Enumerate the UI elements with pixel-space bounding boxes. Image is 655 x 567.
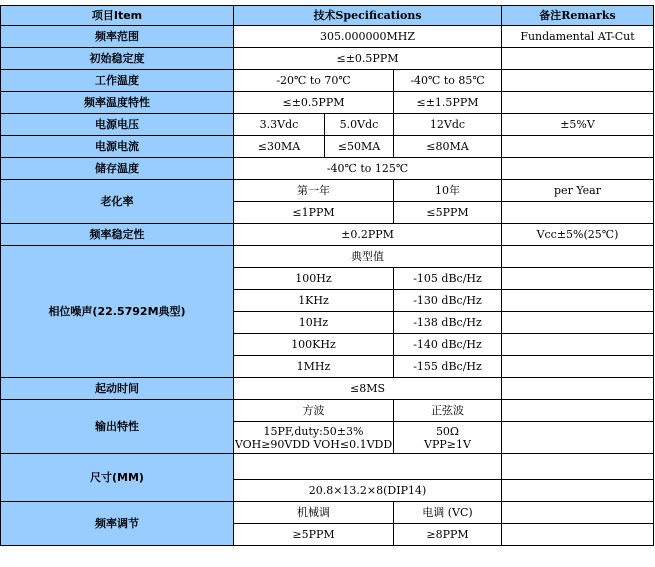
remark-aging-values: [502, 202, 654, 224]
remark-freq-temp: [502, 92, 654, 114]
row-output-types: [1, 400, 654, 422]
header-remarks: 备注Remarks: [502, 6, 654, 26]
row-freq-range: [1, 26, 654, 48]
value-operating-temp-a: -20℃ to 70℃: [234, 70, 394, 92]
remark-freq-range: Fundamental AT-Cut: [502, 26, 654, 48]
row-aging-years: [1, 180, 654, 202]
phase-noise-value: -155 dBc/Hz: [394, 356, 502, 378]
remark-cell: [502, 356, 654, 378]
remark-cell: [502, 334, 654, 356]
freq-adjust-mech-value: ≥5PPM: [234, 524, 394, 546]
output-sine-spec: [394, 422, 502, 454]
label-supply-current: 电源电流: [1, 136, 234, 158]
label-freq-adjust: 频率调节: [1, 502, 234, 546]
sine-spec-line-2: VPP≥1V: [424, 437, 471, 451]
label-phase-noise: 相位噪声(22.5792M典型): [1, 246, 234, 378]
remark-freq-adjust-values: [502, 524, 654, 546]
remark-storage-temp: [502, 158, 654, 180]
phase-noise-value: -138 dBc/Hz: [394, 312, 502, 334]
label-storage-temp: 储存温度: [1, 158, 234, 180]
phase-noise-value: -130 dBc/Hz: [394, 290, 502, 312]
phase-noise-offset: 1MHz: [234, 356, 394, 378]
value-freq-temp-b: ≤±1.5PPM: [394, 92, 502, 114]
square-spec-line-2: VOH≥90VDD VOH≤0.1VDD: [234, 437, 393, 451]
square-spec-line-1: 15PF,duty:50±3%: [263, 424, 364, 438]
remark-freq-adjust: [502, 502, 654, 524]
header-spec: 技术Specifications: [234, 6, 502, 26]
value-freq-range: 305.000000MHZ: [234, 26, 502, 48]
row-phase-noise-typical: [1, 246, 654, 268]
value-dimensions: 20.8×13.2×8(DIP14): [234, 480, 502, 502]
remark-operating-temp: [502, 70, 654, 92]
remark-cell: [502, 268, 654, 290]
header-item: 项目Item: [1, 6, 234, 26]
value-voltage-3: 12Vdc: [394, 114, 502, 136]
row-freq-adjust-types: [1, 502, 654, 524]
phase-noise-offset: 100KHz: [234, 334, 394, 356]
row-supply-voltage: [1, 114, 654, 136]
spec-table: [0, 5, 654, 546]
remark-startup-time: [502, 378, 654, 400]
remark-freq-stability: Vcc±5%(25℃): [502, 224, 654, 246]
aging-value-1: ≤1PPM: [234, 202, 394, 224]
row-dimensions-blank: [1, 454, 654, 480]
value-startup-time: ≤8MS: [234, 378, 502, 400]
label-freq-stability: 频率稳定性: [1, 224, 234, 246]
remark-output: [502, 400, 654, 422]
phase-noise-offset: 10Hz: [234, 312, 394, 334]
row-operating-temp: [1, 70, 654, 92]
label-supply-voltage: 电源电压: [1, 114, 234, 136]
remark-supply-current: [502, 136, 654, 158]
freq-adjust-vc: 电调 (VC): [394, 502, 502, 524]
freq-adjust-vc-value: ≥8PPM: [394, 524, 502, 546]
aging-year-10: 10年: [394, 180, 502, 202]
row-startup-time: [1, 378, 654, 400]
remark-cell: [502, 290, 654, 312]
label-freq-range: 频率范围: [1, 26, 234, 48]
value-freq-stability: ±0.2PPM: [234, 224, 502, 246]
output-square-title: 方波: [234, 400, 394, 422]
value-current-1: ≤30MA: [234, 136, 325, 158]
value-operating-temp-b: -40℃ to 85℃: [394, 70, 502, 92]
remark-supply-voltage: ±5%V: [502, 114, 654, 136]
row-supply-current: [1, 136, 654, 158]
value-current-2: ≤50MA: [325, 136, 394, 158]
label-startup-time: 起动时间: [1, 378, 234, 400]
label-freq-temp: 频率温度特性: [1, 92, 234, 114]
value-current-3: ≤80MA: [394, 136, 502, 158]
aging-year-1: 第一年: [234, 180, 394, 202]
remark-phase-noise: [502, 246, 654, 268]
sine-spec-line-1: 50Ω: [435, 424, 460, 438]
output-square-spec: [234, 422, 394, 454]
phase-noise-offset: 100Hz: [234, 268, 394, 290]
row-freq-temp: [1, 92, 654, 114]
phase-noise-offset: 1KHz: [234, 290, 394, 312]
aging-value-10: ≤5PPM: [394, 202, 502, 224]
phase-noise-value: -140 dBc/Hz: [394, 334, 502, 356]
freq-adjust-mech: 机械调: [234, 502, 394, 524]
value-initial-stability: ≤±0.5PPM: [234, 48, 502, 70]
header-row: [1, 6, 654, 26]
dimensions-blank: [234, 454, 502, 480]
label-output: 输出特性: [1, 400, 234, 454]
label-initial-stability: 初始稳定度: [1, 48, 234, 70]
remark-dimensions-value: [502, 480, 654, 502]
phase-noise-typical: 典型值: [234, 246, 502, 268]
phase-noise-value: -105 dBc/Hz: [394, 268, 502, 290]
remark-cell: [502, 312, 654, 334]
value-storage-temp: -40℃ to 125℃: [234, 158, 502, 180]
value-voltage-2: 5.0Vdc: [325, 114, 394, 136]
row-freq-stability: [1, 224, 654, 246]
output-sine-title: 正弦波: [394, 400, 502, 422]
label-operating-temp: 工作温度: [1, 70, 234, 92]
row-storage-temp: [1, 158, 654, 180]
remark-dimensions: [502, 454, 654, 480]
remark-initial-stability: [502, 48, 654, 70]
value-freq-temp-a: ≤±0.5PPM: [234, 92, 394, 114]
value-voltage-1: 3.3Vdc: [234, 114, 325, 136]
remark-output-values: [502, 422, 654, 454]
row-initial-stability: [1, 48, 654, 70]
remark-aging: per Year: [502, 180, 654, 202]
label-aging: 老化率: [1, 180, 234, 224]
label-dimensions: 尺寸(MM): [1, 454, 234, 502]
